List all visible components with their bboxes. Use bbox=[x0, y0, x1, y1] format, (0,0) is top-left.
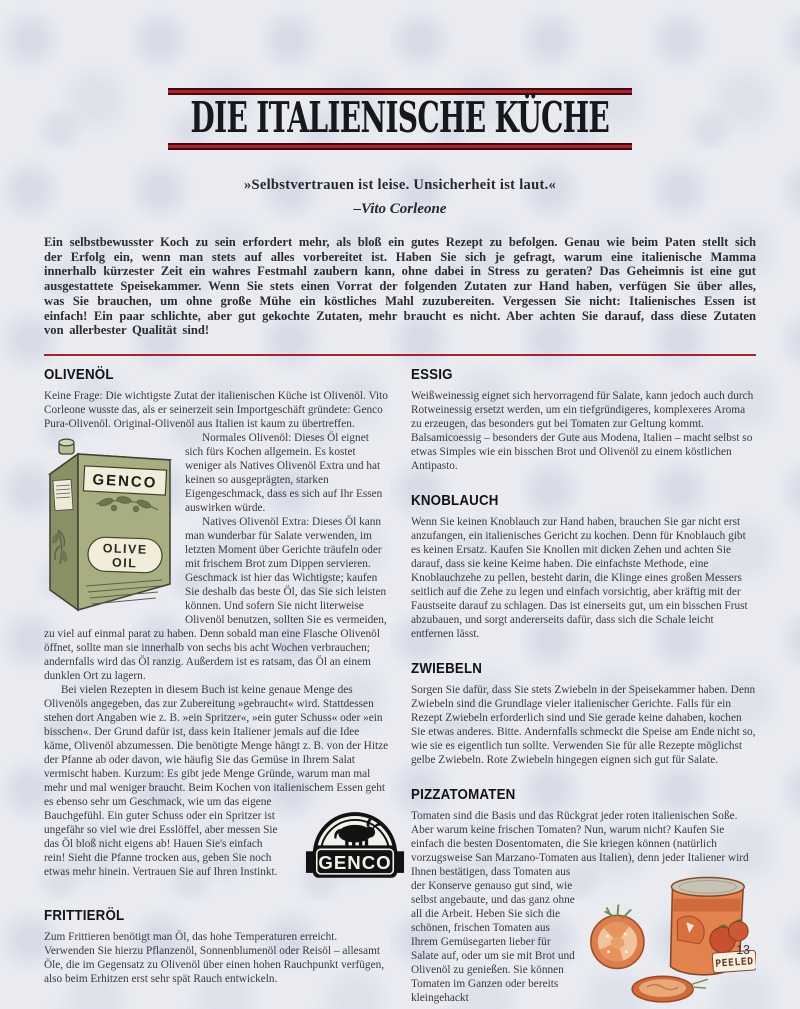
page-title-text: DIE ITALIENISCHE KÜCHE bbox=[190, 93, 610, 143]
tomato-can-icon bbox=[584, 867, 756, 1005]
tomato-can-label-text: PEELED bbox=[714, 956, 755, 970]
title-block bbox=[0, 0, 800, 150]
pizzatomaten-paragraph bbox=[411, 809, 756, 1005]
quote-attribution: –Vito Corleone bbox=[353, 201, 447, 217]
genco-badge-illustration bbox=[287, 797, 392, 886]
zwiebeln-paragraph: Sorgen Sie dafür, dass Sie stets Zwiebeln in der Speisekammer haben. Denn Zwiebeln sind die Grundlage vieler italienischer Gerichte. Falls für ein Rezept Zwiebeln erforderlich sind und Sie gerade keine dahaben, kochen Sie etwas anderes. Bitte. Andernfalls schmeckt die Speise am Ende nicht so, wie sie es eigentlich tun sollte. Verwenden Sie für alle Rezepte möglichst gelbe Zwiebeln. Rote Zwiebeln hingegen eignen sich gut für Salate. bbox=[411, 683, 756, 766]
pizzatomaten-paragraph-a: Tomaten sind die Basis und das Rückgrat jeder roten italienischen Soße. Aber warum keine frischen Tomaten? Nun, warum nicht? Kaufen Sie einfach die besten Dosentomaten, die Sie kriegen können (natürlich vorzugsweise San Marzano-Tomaten aus Italien), denn jeder bbox=[411, 809, 738, 864]
two-column-layout bbox=[44, 356, 756, 1005]
page-title bbox=[0, 93, 800, 143]
intro-paragraph: Ein selbstbewusster Koch zu sein erfordert mehr, als bloß ein gutes Rezept zu befolgen. Genau wie beim Paten stellt sich der Erfolg ein, wenn man stets auf alles vorbereitet ist. Haben Sie sich je gefragt, warum eine italienische Mamma innerhalb kürzester Zeit ein wahres Festmahl zaubern kann, ohne dabei in Stress zu geraten? Das Geheimnis ist eine gut ausgestattete Speisekammer. Wenn Sie stets einen Vorrat der folgenden Zutaten zur Hand haben, verfügen Sie über alles, was Sie brauchen, um ohne große Mühe ein köstliches Mahl zuzubereiten. Vergessen Sie nicht: Italienisches Essen ist einfach! Ein paar schlichte, aber gut gekochte Zutaten, mehr braucht es nicht. Aber achten Sie darauf, dass diese Zutaten von allerbester Qualität sind! bbox=[44, 235, 756, 338]
genco-olive-oil-can-illustration bbox=[44, 434, 176, 624]
heading-knoblauch: KNOBLAUCH bbox=[411, 492, 499, 509]
page-number: 13 bbox=[736, 943, 750, 957]
essig-paragraph: Weißweinessig eignet sich hervorragend für Salate, kann jedoch auch durch Rotweinessig ersetzt werden, um ein tiefgründigeres, komplexeres Aroma zu erzeugen, das besonders gut bei Tomaten zur Geltung kommt. Balsamicoessig – besonders der Gute aus Modena, Italien – macht selbst so etwas Simples wie ein bisschen Brot und Olivenöl zu einem köstlichen Antipasto. bbox=[411, 389, 754, 472]
heading-essig: ESSIG bbox=[411, 366, 453, 383]
heading-olivenoel: OLIVENÖL bbox=[44, 366, 114, 383]
title-rule-bottom bbox=[168, 143, 632, 150]
olivenoel-paragraph-2: Normales Olivenöl: Dieses Öl eignet sich fürs Kochen allgemein. Es kostet weniger als Natives Olivenöl Extra und hat keinen so ausgeprägten, starken Eigengeschmack, dass es sich auf Ihr Essen auswirken würde. bbox=[185, 431, 383, 514]
left-column bbox=[44, 356, 392, 1005]
knoblauch-paragraph: Wenn Sie keinen Knoblauch zur Hand haben, brauchen Sie gar nicht erst anzufangen, ein italienisches Gericht zu kochen. Denn für Knoblauch gibt es keinen Ersatz. Kaufen Sie Knollen mit dicken Zehen und achten Sie darauf, dass sie keine Keime haben. Die einfachste Methode, eine Knoblauchzehe zu pellen, besteht darin, die Klinge eines großen Messers seitlich auf die Zehe zu legen und einfach vorsichtig, aber kräftig mit der Faustseite darauf zu schlagen. Das ist einerseits gut, um ein bisschen Frust abzubauen, und sorgt andererseits dafür, dass sich die Schale leicht entfernen lässt. bbox=[411, 515, 748, 640]
olivenoel-paragraph-4a: Bei vielen Rezepten in diesem Buch ist keine genaue Menge des Olivenöls angegeben, das zur Zubereitung »gebraucht« wird. Stattdessen stehen dort Angaben wie z. B. »ein Spritzer«, »ein guter Schuss« oder »ein bisschen«. Der Grund dafür ist, dass kein Italiener jemals auf die Idee käme, Olivenöl abzumessen. Die benötigte Menge hängt z. B. von der Hitze der Pfanne ab oder davon, wie häufig Sie das Gemüse in Ihrem Salat vermischt haben. Kurzum: Es gibt jede Menge Gründe, warum man mal mehr und mal weniger braucht. Beim Kochen von italienischem Essen geht es ebenso sehr bbox=[44, 683, 389, 808]
olive-can-label-line1: OLIVE bbox=[102, 541, 148, 557]
tomato-can-illustration bbox=[584, 867, 756, 1005]
frittieroel-paragraph: Zum Frittieren benötigt man Öl, das hohe Temperaturen erreicht. Verwenden Sie hierzu Pflanzenöl, Sonnenblumenöl oder Reisöl – allesamt Öle, die im Gegensatz zu Olivenöl über einen hohen Rauchpunkt verfügen, also beim Erhitzen erst sehr spät Rauch entwickeln. bbox=[44, 930, 385, 985]
olivenoel-paragraph-4b: um Geschmack, wie um das eigene Bauchgefühl. Ein guter Schuss oder ein Spritzer ist ungefähr so viel wie drei Esslöffel, aber messen Sie das Öl bloß nicht eigens ab! Hauen Sie's einfach rein! Sieht die Pfanne trocken aus, geben Sie noch etwas mehr hinein. Vertrauen Sie auf Ihren Instinkt. bbox=[44, 795, 278, 878]
pizzatomaten-paragraph-b: Italiener wird Ihnen bestätigen, dass Tomaten aus der Konserve genauso gut sind, wie selbst angebaute, und das ganz ohne all die Arbeit. Heben Sie sich die schönen, frischen Tomaten aus Ihrem Gemüsegarten lieber für Salate auf, oder um sie mit Brot und Olivenöl zu genießen. Sie können Tomaten im Ganzen oder bereits kleingehackt bbox=[411, 851, 749, 1004]
heading-frittieroel: FRITTIERÖL bbox=[44, 907, 125, 924]
quote-text: »Selbstvertrauen ist leise. Unsicherheit ist laut.« bbox=[243, 177, 557, 193]
heading-pizzatomaten: PIZZATOMATEN bbox=[411, 786, 516, 803]
olive-can-brand-text: GENCO bbox=[92, 471, 158, 492]
genco-badge-icon bbox=[304, 797, 406, 886]
right-column bbox=[411, 356, 756, 1005]
heading-zwiebeln: ZWIEBELN bbox=[411, 660, 483, 677]
olive-oil-can-icon bbox=[44, 434, 176, 624]
olive-can-label-line2: OIL bbox=[111, 555, 138, 571]
olivenoel-paragraph-3: Natives Olivenöl Extra: Dieses Öl kann man wunderbar für Salate verwenden, im letzten Moment über Gerichte träufeln oder mit frischem Brot zum Dippen servieren. Geschmack ist hier das Wichtigste; kaufen Sie deshalb das beste Öl, das Sie sich leisten können. Und sofern Sie nicht literweise Olivenöl benutzen, sollten Sie es vermeiden, zu viel auf einmal parat zu haben. Denn sobald man eine Flasche Olivenöl öffnet, sollte man sie innerhalb von sechs bis acht Wochen verbrauchen; andernfalls wird das Öl ranzig. Außerdem ist es ratsam, das Öl an einem dunklen Ort zu lagern. bbox=[44, 515, 387, 682]
genco-badge-brand-text: GENCO bbox=[318, 851, 392, 873]
olivenoel-paragraph-1: Keine Frage: Die wichtigste Zutat der italienischen Küche ist Olivenöl. Vito Corleone wusste das, als er seinerzeit sein Importgeschäft gründete: Genco Pura-Olivenöl. Original-Olivenöl aus Italien ist kaum zu übertreffen. bbox=[44, 389, 388, 430]
olivenoel-paragraph-4 bbox=[44, 683, 392, 879]
